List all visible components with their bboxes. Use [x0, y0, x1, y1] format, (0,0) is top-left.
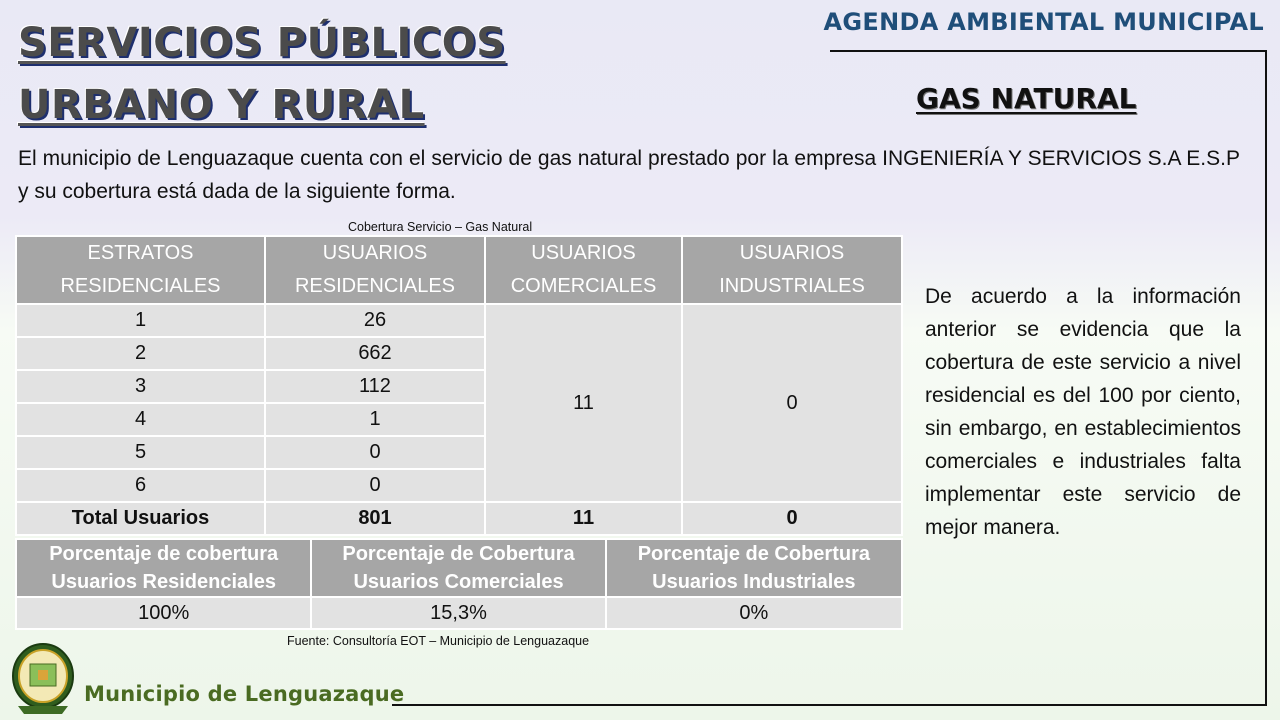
estrato-cell: 1 — [16, 304, 265, 337]
footer-municipality: Municipio de Lenguazaque — [84, 682, 405, 706]
total-industriales: 0 — [682, 502, 902, 535]
section-heading: GAS NATURAL — [916, 82, 1137, 115]
residenciales-cell: 0 — [265, 469, 485, 502]
header-pct-industriales: Porcentaje de Cobertura Usuarios Industriales — [606, 539, 902, 597]
percentage-header-row — [16, 539, 902, 597]
source-note: Fuente: Consultoría EOT – Municipio de Lenguazaque — [287, 634, 590, 648]
residenciales-cell: 662 — [265, 337, 485, 370]
total-label: Total Usuarios — [16, 502, 265, 535]
side-note: De acuerdo a la información anterior se evidencia que la cobertura de este servicio a nivel residencial es del 100 por ciento, sin embargo, en establecimientos comerciales e industriales falta implementar este servicio de mejor manera. — [925, 285, 1241, 539]
header-usuarios-industriales: USUARIOS INDUSTRIALES — [682, 236, 902, 304]
table-row — [16, 304, 902, 337]
residenciales-cell: 0 — [265, 436, 485, 469]
residenciales-cell: 26 — [265, 304, 485, 337]
residenciales-cell: 1 — [265, 403, 485, 436]
municipality-seal-icon — [10, 640, 76, 716]
header-usuarios-comerciales: USUARIOS COMERCIALES — [485, 236, 682, 304]
industriales-merged-cell: 0 — [682, 304, 902, 502]
percentage-table — [15, 538, 903, 630]
frame-line-bottom — [392, 704, 1267, 706]
page-title-line-2: URBANO Y RURAL — [18, 82, 425, 128]
total-row — [16, 502, 902, 535]
header-estratos: ESTRATOS RESIDENCIALES — [16, 236, 265, 304]
page-title-line-1: SERVICIOS PÚBLICOS — [18, 20, 506, 66]
table-caption: Cobertura Servicio – Gas Natural — [348, 220, 533, 234]
percentage-value-row — [16, 597, 902, 629]
coverage-table — [15, 235, 903, 536]
agenda-heading: AGENDA AMBIENTAL MUNICIPAL — [823, 8, 1264, 36]
total-residenciales: 801 — [265, 502, 485, 535]
pct-industriales: 0% — [606, 597, 902, 629]
pct-residenciales: 100% — [16, 597, 311, 629]
estrato-cell: 4 — [16, 403, 265, 436]
coverage-table-header-row — [16, 236, 902, 304]
header-usuarios-residenciales: USUARIOS RESIDENCIALES — [265, 236, 485, 304]
estrato-cell: 3 — [16, 370, 265, 403]
frame-line-top — [830, 50, 1267, 52]
residenciales-cell: 112 — [265, 370, 485, 403]
header-pct-comerciales: Porcentaje de Cobertura Usuarios Comerciales — [311, 539, 605, 597]
header-pct-residenciales: Porcentaje de cobertura Usuarios Residenciales — [16, 539, 311, 597]
comerciales-merged-cell: 11 — [485, 304, 682, 502]
estrato-cell: 2 — [16, 337, 265, 370]
estrato-cell: 6 — [16, 469, 265, 502]
estrato-cell: 5 — [16, 436, 265, 469]
pct-comerciales: 15,3% — [311, 597, 605, 629]
intro-paragraph: El municipio de Lenguazaque cuenta con el servicio de gas natural prestado por la empresa INGENIERÍA Y SERVICIOS S.A E.S.P y su cobertura está dada de la siguiente forma. — [18, 147, 1240, 203]
frame-line-right — [1265, 50, 1267, 706]
total-comerciales: 11 — [485, 502, 682, 535]
